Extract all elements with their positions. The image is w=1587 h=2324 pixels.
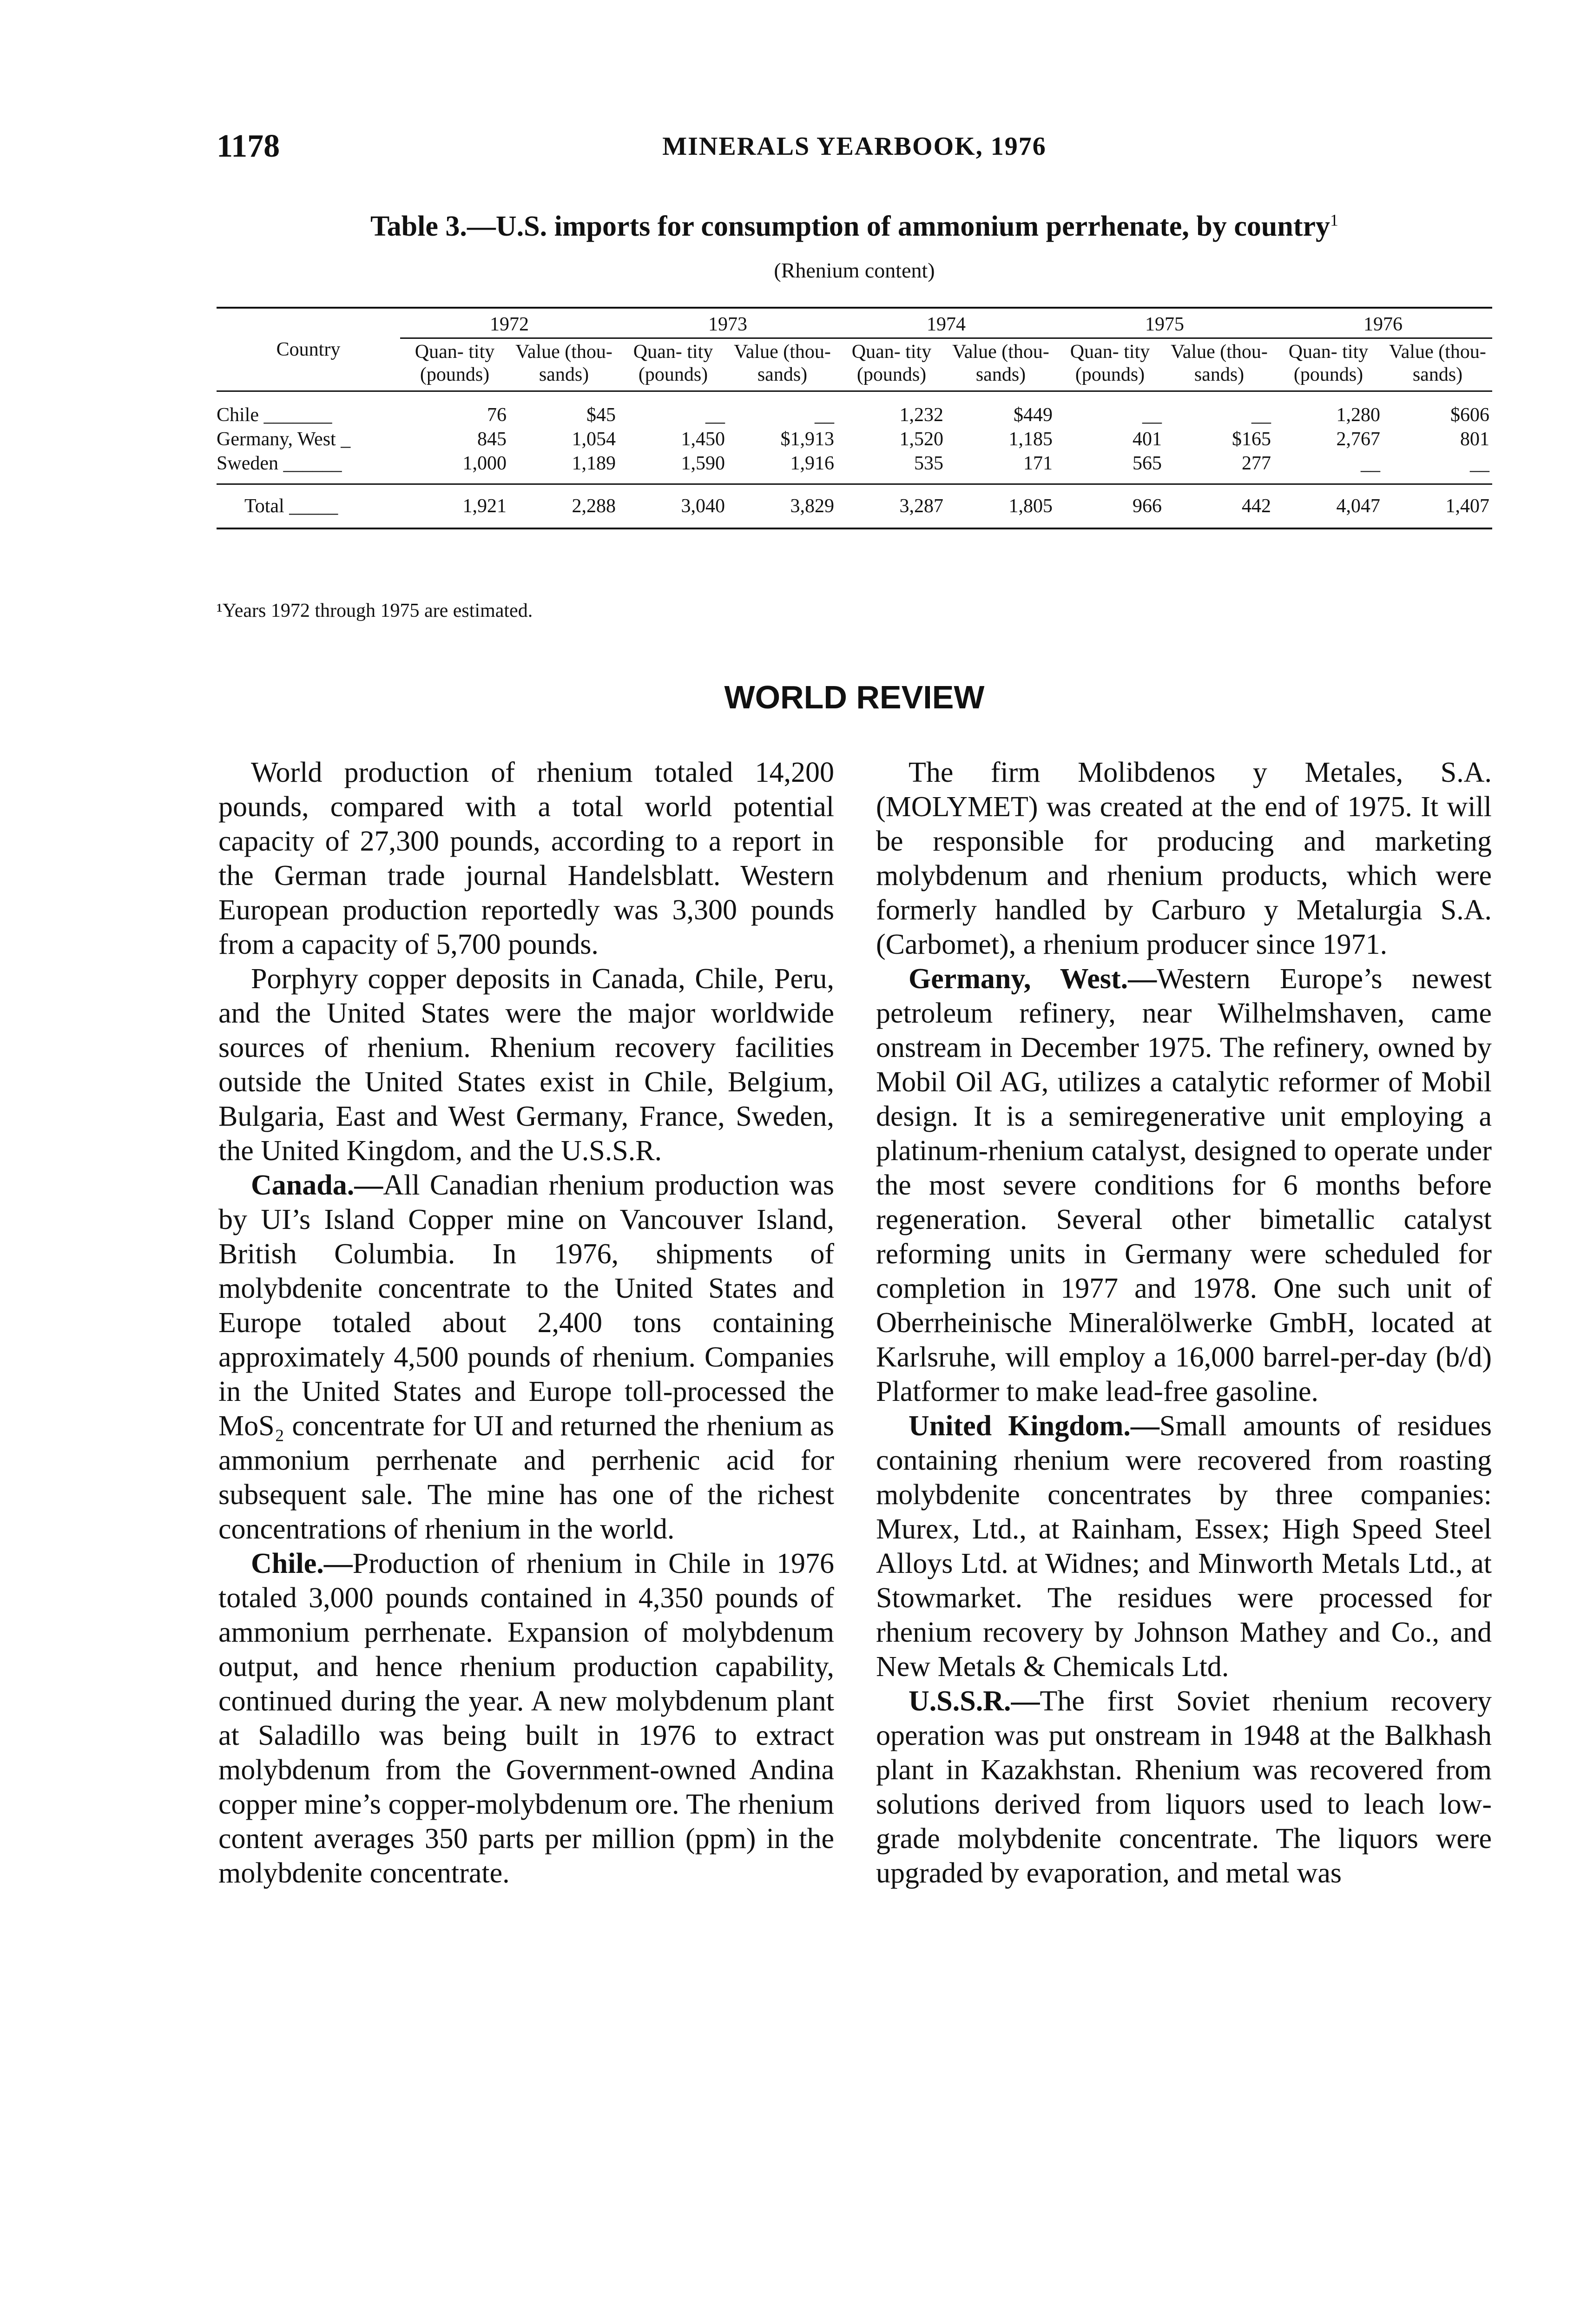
table-cell: 1,921 bbox=[400, 484, 509, 528]
value-column-header: Value (thou- sands) bbox=[946, 338, 1055, 391]
section-heading: WORLD REVIEW bbox=[724, 679, 985, 715]
table-cell: 277 bbox=[1242, 453, 1271, 475]
table-cell: 2,288 bbox=[509, 484, 619, 528]
paragraph-canada bbox=[218, 1168, 834, 1546]
table-row bbox=[217, 391, 1492, 427]
table-cell: __ bbox=[1470, 453, 1489, 475]
table-cell: __ bbox=[1142, 404, 1162, 426]
table-cell: __ bbox=[1361, 453, 1380, 475]
table-cell: 3,040 bbox=[619, 484, 728, 528]
table-cell: 1,590 bbox=[681, 453, 725, 475]
table-cell: 1,450 bbox=[681, 429, 725, 450]
paragraph: World production of rhenium totaled 14,200 pounds, compared with a total world potential capacity of 27,300 pounds, according to a report in the German trade journal Handelsblatt. Western European production reportedly was 3,300 pounds from a capacity of 5,700 pounds. bbox=[218, 757, 834, 960]
page-header bbox=[217, 128, 1492, 174]
subheader-row bbox=[217, 338, 1492, 391]
paragraph: Porphyry copper deposits in Canada, Chile, Peru, and the United States were the major worldwide sources of rhenium. Rhenium recovery facilities outside the United States exist in Chile, Belgium, Bulgaria, East and West Germany, France, Sweden, the United Kingdom, and the U.S.S.R. bbox=[218, 963, 834, 1167]
left-text-column bbox=[218, 755, 834, 1890]
year-header: 1974 bbox=[837, 308, 1055, 338]
paragraph-ussr bbox=[876, 1684, 1492, 1890]
table-cell: 1,000 bbox=[462, 453, 507, 475]
table-cell: 1,280 bbox=[1336, 404, 1380, 426]
year-header: 1972 bbox=[400, 308, 619, 338]
run-in-heading: Canada.— bbox=[251, 1169, 383, 1201]
year-header: 1975 bbox=[1055, 308, 1274, 338]
running-title: MINERALS YEARBOOK, 1976 bbox=[662, 132, 1047, 161]
paragraph-text: Production of rhenium in Chile in 1976 totaled 3,000 pounds contained in 4,350 pounds of ammonium perrhenate. Expansion of molybdenum output, and hence rhenium production capability, continued during the year. A new molybdenum plant at Saladillo was being built in 1976 to extract molybdenum from the Government-owned Andina copper mine’s copper-molybdenum ore. The rhenium content averages 350 parts per million (ppm) in the molybdenite concentrate. bbox=[218, 1548, 834, 1889]
quantity-column-header: Quan- tity (pounds) bbox=[1274, 338, 1383, 391]
year-header: 1976 bbox=[1274, 308, 1492, 338]
table-cell: 2,767 bbox=[1336, 429, 1380, 450]
table-cell: 1,916 bbox=[790, 453, 834, 475]
table-cell: 1,520 bbox=[899, 429, 943, 450]
table-row bbox=[217, 427, 1492, 451]
year-header-row bbox=[217, 308, 1492, 338]
table-footnote: ¹Years 1972 through 1975 are estimated. bbox=[217, 600, 533, 621]
year-header: 1973 bbox=[619, 308, 837, 338]
quantity-column-header: Quan- tity (pounds) bbox=[1055, 338, 1165, 391]
table-subtitle: (Rhenium content) bbox=[774, 258, 935, 282]
table-title-footnote-mark: 1 bbox=[1330, 211, 1338, 230]
total-row bbox=[217, 484, 1492, 528]
paragraph-text: Western Europe’s newest petroleum refinery, near Wilhelmshaven, came onstream in December 1975. The refinery, owned by Mobil Oil AG, utilizes a catalytic reformer of Mobil design. It is a semiregenerative unit employing a platinum-rhenium catalyst, designed to operate under the most severe conditions for 6 months before regeneration. Several other bimetallic catalyst reforming units in Germany were scheduled for completion in 1977 and 1978. One such unit of Oberrheinische Mineralölwerke GmbH, located at Karlsruhe, will employ a 16,000 barrel-per-day (b/d) Platformer to make lead-free gasoline. bbox=[876, 963, 1492, 1407]
country-cell: Chile _______ bbox=[217, 404, 332, 426]
paragraph: The firm Molibdenos y Metales, S.A. (MOLYMET) was created at the end of 1975. It will be responsible for producing and marketing molybdenum and rhenium products, which were formerly handled by Carburo y Metalurgia S.A. (Carbomet), a rhenium producer since 1971. bbox=[876, 757, 1492, 960]
table-cell: 1,407 bbox=[1383, 484, 1492, 528]
table-cell: 535 bbox=[914, 453, 943, 475]
table-cell: __ bbox=[815, 404, 834, 426]
paragraph-germany bbox=[876, 962, 1492, 1409]
quantity-column-header: Quan- tity (pounds) bbox=[400, 338, 509, 391]
table-cell: 801 bbox=[1460, 429, 1489, 450]
table-cell: 1,185 bbox=[1008, 429, 1053, 450]
paragraph-uk bbox=[876, 1409, 1492, 1684]
paragraph-text: Small amounts of residues containing rhenium were recovered from roasting molybdenite concentrates by three companies: Murex, Ltd., at Rainham, Essex; High Speed Steel Alloys Ltd. at Widnes; and Minworth Metals Ltd., at Stowmarket. The residues were processed for rhenium recovery by Johnson Mathey and Co., and New Metals & Chemicals Ltd. bbox=[876, 1410, 1492, 1683]
table-cell: 1,054 bbox=[572, 429, 616, 450]
paragraph-text: The first Soviet rhenium recovery operation was put onstream in 1948 at the Balkhash plant in Kazakhstan. Rhenium was recovered from solutions derived from liquors used to leach low-grade molybdenite concentrate. The liquors were upgraded by evaporation, and metal was bbox=[876, 1685, 1492, 1889]
table-row bbox=[217, 451, 1492, 484]
quantity-column-header: Quan- tity (pounds) bbox=[619, 338, 728, 391]
quantity-column-header: Quan- tity (pounds) bbox=[837, 338, 946, 391]
table-cell: 401 bbox=[1133, 429, 1162, 450]
table-cell: 3,829 bbox=[728, 484, 837, 528]
paragraph-chile bbox=[218, 1546, 834, 1890]
value-column-header: Value (thou- sands) bbox=[509, 338, 619, 391]
table-cell: 3,287 bbox=[837, 484, 946, 528]
value-column-header: Value (thou- sands) bbox=[1165, 338, 1274, 391]
run-in-heading: U.S.S.R.— bbox=[909, 1685, 1040, 1717]
table-cell: $45 bbox=[586, 404, 616, 426]
run-in-heading: Chile.— bbox=[251, 1548, 353, 1579]
page-number: 1178 bbox=[217, 128, 280, 164]
table-cell: $165 bbox=[1232, 429, 1271, 450]
table-cell: 966 bbox=[1055, 484, 1165, 528]
table-cell: 1,189 bbox=[572, 453, 616, 475]
right-text-column bbox=[876, 755, 1492, 1890]
table-title bbox=[217, 210, 1492, 243]
table-cell: 442 bbox=[1165, 484, 1274, 528]
country-column-header: Country bbox=[217, 308, 400, 391]
run-in-heading: Germany, West.— bbox=[909, 963, 1157, 995]
table-cell: $606 bbox=[1450, 404, 1489, 426]
table-cell: 845 bbox=[477, 429, 507, 450]
imports-table bbox=[217, 307, 1492, 529]
table-title-text: Table 3.—U.S. imports for consumption of ammonium perrhenate, by country bbox=[370, 211, 1330, 242]
table-cell: 4,047 bbox=[1274, 484, 1383, 528]
total-label: Total _____ bbox=[217, 484, 400, 528]
value-column-header: Value (thou- sands) bbox=[728, 338, 837, 391]
table-cell: 171 bbox=[1023, 453, 1053, 475]
run-in-heading: United Kingdom.— bbox=[909, 1410, 1159, 1442]
value-column-header: Value (thou- sands) bbox=[1383, 338, 1492, 391]
paragraph-text: All Canadian rhenium production was by UI’s Island Copper mine on Vancouver Island, British Columbia. In 1976, shipments of molybdenite concentrate to the United States and Europe totaled about 2,400 tons containing approximately 4,500 pounds of rhenium. Companies in the United States and Europe toll-processed the MoS₂ concentrate for UI and returned the rhenium as ammonium perrhenate and perrhenic acid for subsequent sale. The mine has one of the richest concentrations of rhenium in the world. bbox=[218, 1169, 834, 1545]
table-cell: __ bbox=[1251, 404, 1271, 426]
table-cell: 1,805 bbox=[946, 484, 1055, 528]
table-cell: 1,232 bbox=[899, 404, 943, 426]
table-cell: __ bbox=[705, 404, 725, 426]
table-cell: $449 bbox=[1014, 404, 1053, 426]
table-cell: 565 bbox=[1133, 453, 1162, 475]
country-cell: Germany, West _ bbox=[217, 429, 351, 450]
table-cell: $1,913 bbox=[780, 429, 834, 450]
country-cell: Sweden ______ bbox=[217, 453, 342, 475]
table-cell: 76 bbox=[487, 404, 507, 426]
